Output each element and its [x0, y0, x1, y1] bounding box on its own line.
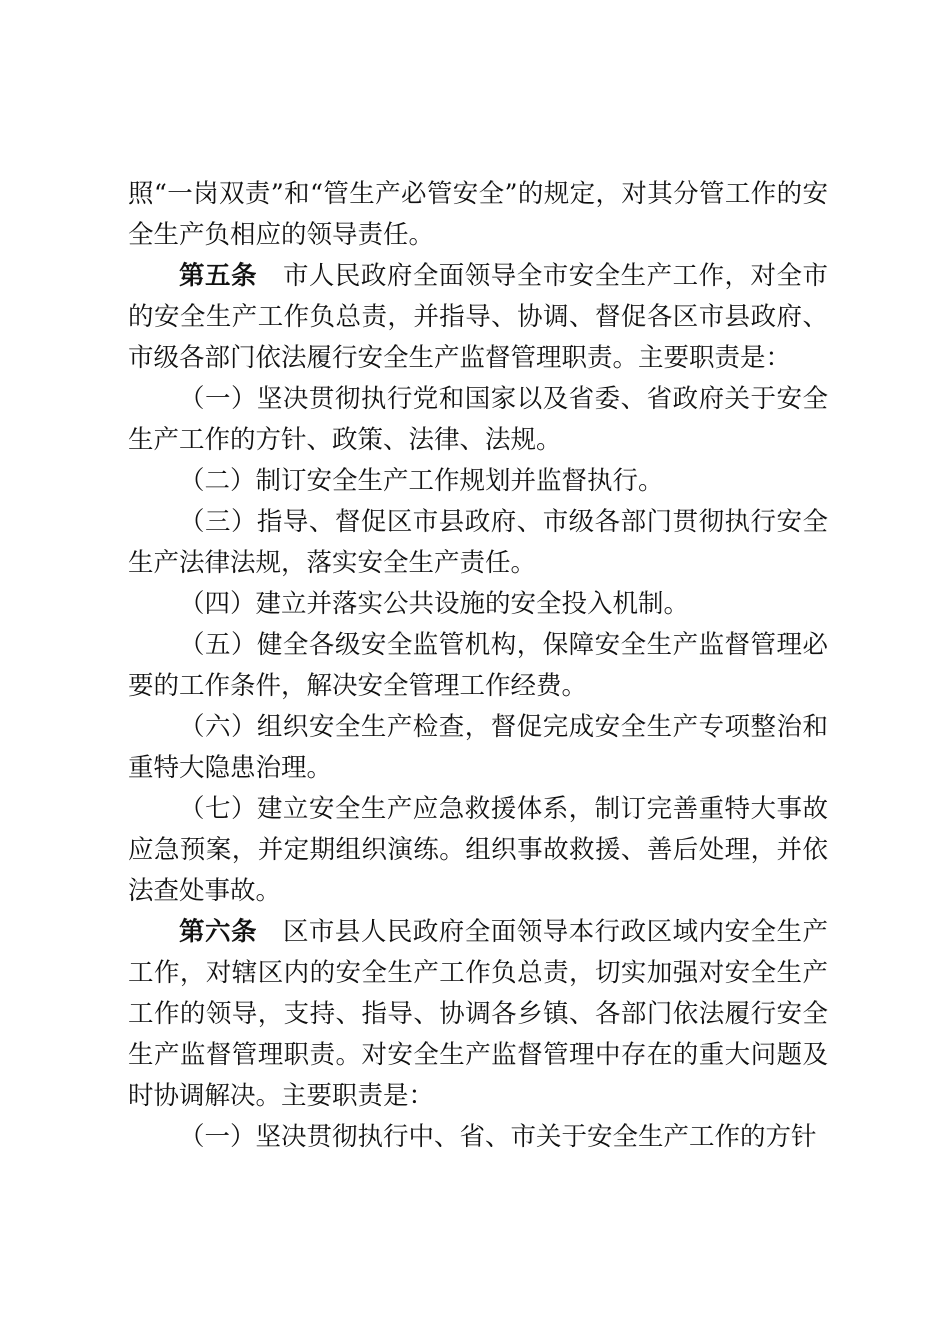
list-item: [128, 584, 828, 625]
list-item: [128, 461, 828, 502]
paragraph-text: （七）建立安全生产应急救援体系，制订完善重特大事故应急预案，并定期组织演练。组织事故救援、善后处理，并依法查处事故。: [128, 794, 828, 906]
paragraph-text: 区市县人民政府全面领导本行政区域内安全生产工作，对辖区内的安全生产工作负总责，切实加强对安全生产工作的领导，支持、指导、协调各乡镇、各部门依法履行安全生产监督管理职责。对安全生产监督管理中存在的重大问题及时协调解决。主要职责是：: [128, 917, 828, 1111]
paragraph-continuation: [128, 174, 828, 256]
paragraph-text: （四）建立并落实公共设施的安全投入机制。: [179, 589, 690, 619]
paragraph-text: （六）组织安全生产检查，督促完成安全生产专项整治和重特大隐患治理。: [128, 712, 828, 783]
paragraph-text: （一）坚决贯彻执行中、省、市关于安全生产工作的方针: [179, 1122, 817, 1152]
document-page: [128, 174, 828, 1158]
article-5-paragraph: [128, 256, 828, 379]
article-label: 第五条: [179, 261, 257, 291]
list-item: [128, 1117, 828, 1158]
list-item: [128, 502, 828, 584]
paragraph-text: 市人民政府全面领导全市安全生产工作，对全市的安全生产工作负总责，并指导、协调、督促各区市县政府、市级各部门依法履行安全生产监督管理职责。主要职责是：: [128, 261, 828, 373]
article-6-paragraph: [128, 912, 828, 1117]
paragraph-text: （二）制订安全生产工作规划并监督执行。: [179, 466, 664, 496]
paragraph-text: （三）指导、督促区市县政府、市级各部门贯彻执行安全生产法律法规，落实安全生产责任。: [128, 507, 828, 578]
list-item: [128, 707, 828, 789]
paragraph-text: （一）坚决贯彻执行党和国家以及省委、省政府关于安全生产工作的方针、政策、法律、法规。: [128, 384, 828, 455]
list-item: [128, 789, 828, 912]
article-label: 第六条: [179, 917, 257, 947]
list-item: [128, 625, 828, 707]
paragraph-text: 照“一岗双责”和“管生产必管安全”的规定，对其分管工作的安全生产负相应的领导责任。: [128, 179, 828, 250]
list-item: [128, 379, 828, 461]
paragraph-text: （五）健全各级安全监管机构，保障安全生产监督管理必要的工作条件，解决安全管理工作经费。: [128, 630, 828, 701]
